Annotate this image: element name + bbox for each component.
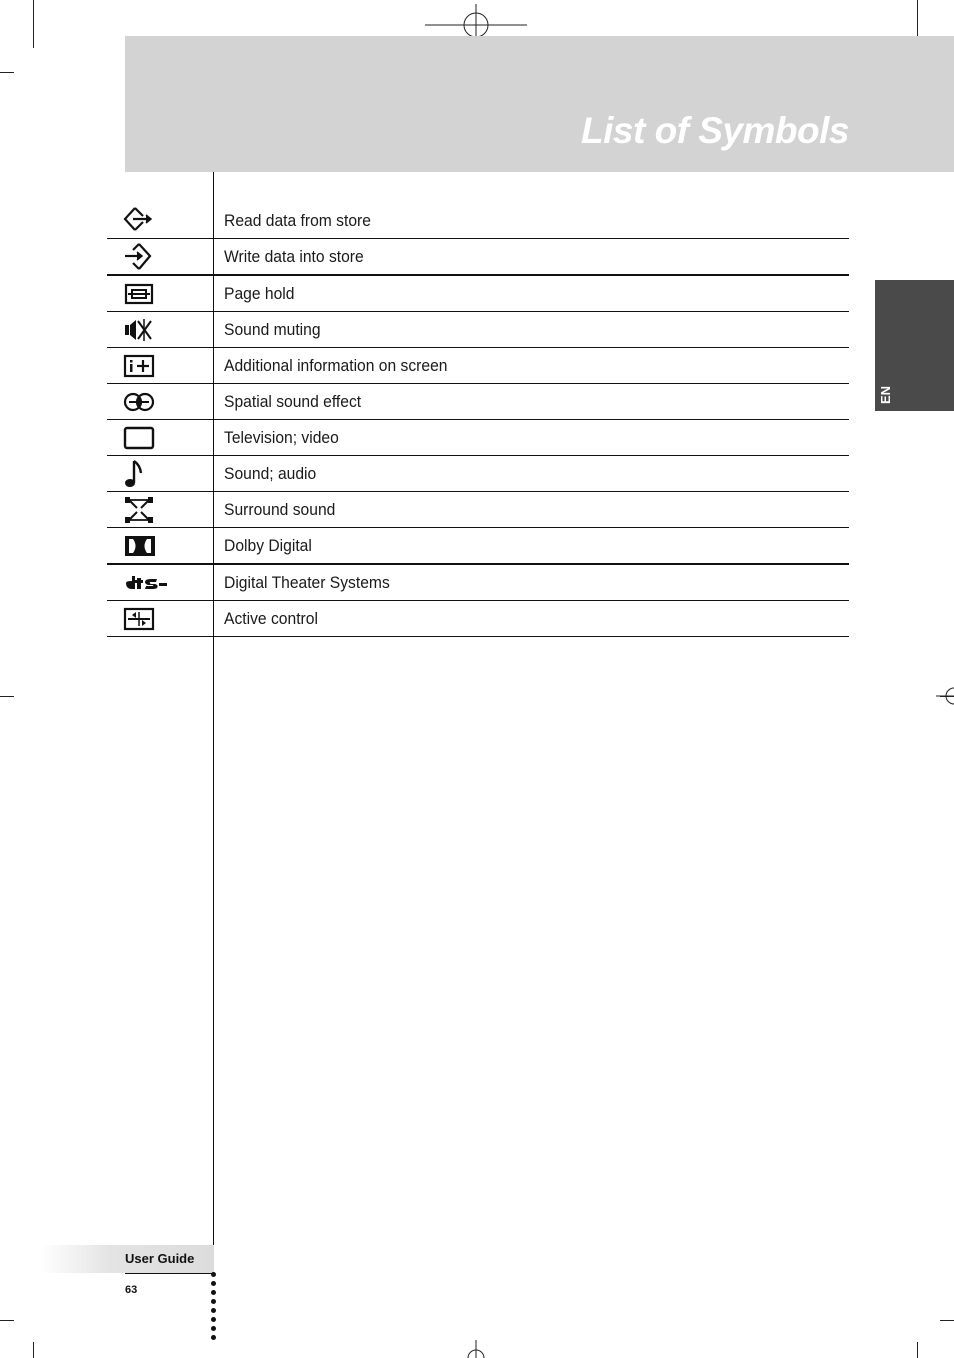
decorative-dot	[211, 1317, 216, 1322]
table-row	[107, 492, 849, 528]
registration-mark-icon	[466, 1340, 486, 1358]
symbol-label: Sound muting	[224, 319, 321, 339]
crop-mark	[0, 72, 14, 73]
symbol-label: Write data into store	[224, 246, 364, 266]
table-row	[107, 348, 849, 384]
table-row	[107, 275, 849, 312]
table-row	[107, 564, 849, 601]
symbol-label: Surround sound	[224, 499, 336, 519]
symbol-label: Digital Theater Systems	[224, 572, 390, 592]
decorative-dot	[211, 1335, 216, 1340]
crop-mark	[917, 1342, 918, 1358]
symbol-label: Active control	[224, 608, 318, 628]
table-row	[107, 601, 849, 637]
spatial-sound-icon	[123, 391, 155, 413]
table-row	[107, 312, 849, 348]
table-row	[107, 456, 849, 492]
table-row	[107, 528, 849, 565]
decorative-dot	[211, 1308, 216, 1313]
write-data-icon	[123, 242, 155, 272]
footer-label: User Guide	[125, 1251, 195, 1266]
surround-sound-icon	[123, 496, 155, 524]
page-hold-icon	[123, 282, 155, 306]
symbol-label: Television; video	[224, 427, 339, 447]
registration-mark-icon	[936, 686, 954, 706]
info-on-screen-icon	[123, 354, 155, 378]
page-title: List of Symbols	[581, 110, 849, 151]
footer-rule	[125, 1273, 214, 1274]
crop-mark	[940, 1320, 954, 1321]
decorative-dot	[211, 1272, 216, 1277]
language-tab	[875, 280, 954, 411]
read-data-icon	[123, 206, 155, 236]
table-row	[107, 420, 849, 456]
crop-mark	[33, 1342, 34, 1358]
crop-mark	[0, 1320, 14, 1321]
television-icon	[123, 426, 155, 450]
table-row	[107, 203, 849, 239]
crop-mark	[33, 0, 34, 48]
decorative-dot	[211, 1299, 216, 1304]
language-tab-label: EN	[878, 385, 893, 405]
symbol-label: Sound; audio	[224, 463, 317, 483]
decorative-dot	[211, 1281, 216, 1286]
table-row	[107, 384, 849, 420]
symbol-label: Spatial sound effect	[224, 391, 362, 411]
page-number: 63	[125, 1284, 138, 1296]
symbol-label: Read data from store	[224, 210, 371, 230]
dts-icon	[123, 573, 171, 593]
symbol-label: Page hold	[224, 283, 295, 303]
symbol-label: Additional information on screen	[224, 355, 448, 375]
decorative-dot	[211, 1326, 216, 1331]
active-control-icon	[123, 607, 155, 631]
crop-mark	[0, 696, 14, 697]
sound-muting-icon	[123, 317, 155, 343]
dolby-digital-icon	[123, 534, 157, 558]
symbol-label: Dolby Digital	[224, 535, 312, 555]
table-row	[107, 239, 849, 276]
symbols-table	[107, 203, 849, 637]
decorative-dot	[211, 1290, 216, 1295]
music-note-icon	[123, 459, 155, 489]
